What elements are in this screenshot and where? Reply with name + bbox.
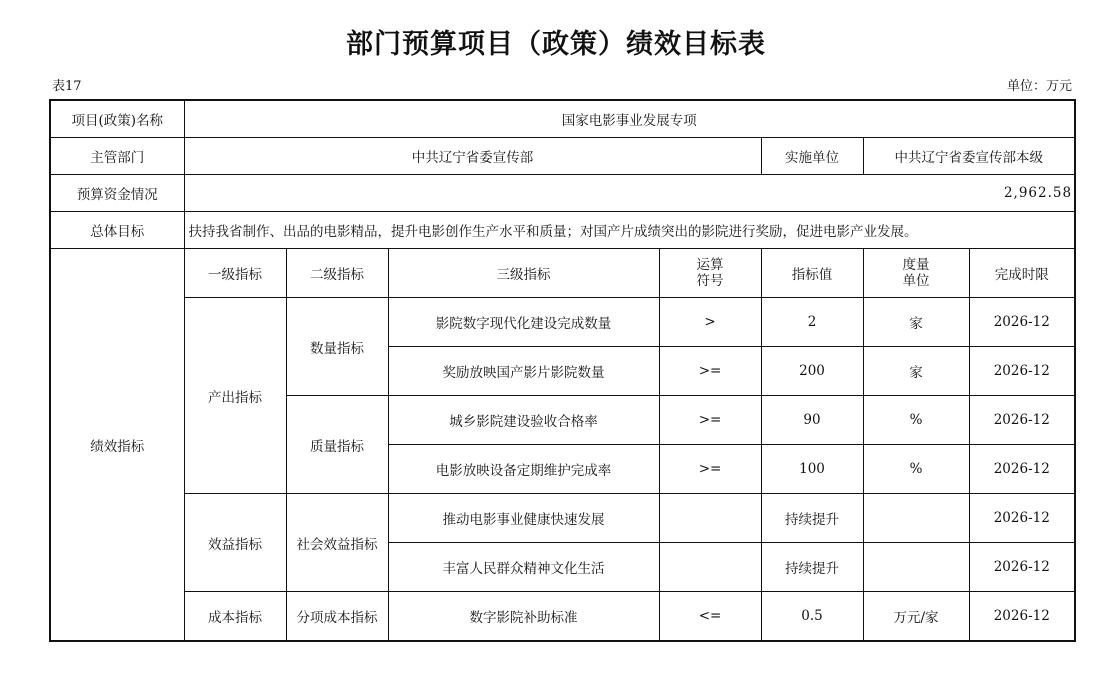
indicator-unit: 家 [863, 298, 969, 347]
header-deadline: 完成时限 [969, 249, 1075, 298]
project-name-value: 国家电影事业发展专项 [184, 100, 1075, 138]
header-level1: 一级指标 [184, 249, 286, 298]
indicator-unit: % [863, 396, 969, 445]
level1-cost: 成本指标 [184, 592, 286, 642]
indicator-unit: % [863, 445, 969, 494]
indicator-name: 数字影院补助标准 [388, 592, 659, 642]
indicator-deadline: 2026-12 [969, 592, 1075, 642]
table-number: 表17 [52, 79, 82, 94]
level2-quality: 质量指标 [286, 396, 388, 494]
indicator-operator: >= [659, 396, 761, 445]
indicator-value: 200 [761, 347, 863, 396]
header-operator [659, 249, 761, 298]
header-unit-line1: 度量 [902, 257, 930, 273]
indicator-name: 城乡影院建设验收合格率 [388, 396, 659, 445]
table-row [50, 592, 1075, 642]
project-name-label: 项目(政策)名称 [50, 100, 184, 138]
impl-unit-value: 中共辽宁省委宣传部本级 [863, 138, 1075, 175]
indicator-value: 2 [761, 298, 863, 347]
goal-label: 总体目标 [50, 212, 184, 249]
indicator-unit [863, 543, 969, 592]
level1-benefit: 效益指标 [184, 494, 286, 592]
indicator-operator: >= [659, 347, 761, 396]
project-row [50, 100, 1075, 138]
indicator-name: 影院数字现代化建设完成数量 [388, 298, 659, 347]
indicator-deadline: 2026-12 [969, 396, 1075, 445]
header-level2: 二级指标 [286, 249, 388, 298]
indicator-value: 0.5 [761, 592, 863, 642]
indicator-value: 90 [761, 396, 863, 445]
budget-label: 预算资金情况 [50, 175, 184, 212]
indicator-operator: <= [659, 592, 761, 642]
budget-row [50, 175, 1075, 212]
dept-value: 中共辽宁省委宣传部 [184, 138, 761, 175]
header-operator-line2: 符号 [696, 273, 724, 289]
indicator-deadline: 2026-12 [969, 445, 1075, 494]
indicator-deadline: 2026-12 [969, 347, 1075, 396]
indicator-unit: 万元/家 [863, 592, 969, 642]
impl-unit-label: 实施单位 [761, 138, 863, 175]
table-row [50, 494, 1075, 543]
header-operator-line1: 运算 [696, 257, 724, 273]
indicator-name: 推动电影事业健康快速发展 [388, 494, 659, 543]
goal-value: 扶持我省制作、出品的电影精品，提升电影创作生产水平和质量；对国产片成绩突出的影院进行奖励，促进电影产业发展。 [184, 212, 1075, 249]
perf-label: 绩效指标 [50, 249, 184, 642]
indicator-deadline: 2026-12 [969, 543, 1075, 592]
dept-label: 主管部门 [50, 138, 184, 175]
header-level3: 三级指标 [388, 249, 659, 298]
performance-table [49, 99, 1076, 642]
indicator-name: 丰富人民群众精神文化生活 [388, 543, 659, 592]
indicator-deadline: 2026-12 [969, 298, 1075, 347]
level1-output: 产出指标 [184, 298, 286, 494]
perf-header-row [50, 249, 1075, 298]
indicator-operator: > [659, 298, 761, 347]
header-unit-line2: 单位 [902, 273, 930, 289]
indicator-value: 持续提升 [761, 543, 863, 592]
header-unit [863, 249, 969, 298]
page-title: 部门预算项目（政策）绩效目标表 [346, 29, 766, 60]
indicator-name: 电影放映设备定期维护完成率 [388, 445, 659, 494]
indicator-operator [659, 494, 761, 543]
level2-quantity: 数量指标 [286, 298, 388, 396]
goal-row [50, 212, 1075, 249]
indicator-operator [659, 543, 761, 592]
indicator-value: 100 [761, 445, 863, 494]
indicator-value: 持续提升 [761, 494, 863, 543]
indicator-unit: 家 [863, 347, 969, 396]
unit-label: 单位：万元 [1006, 79, 1072, 94]
indicator-unit [863, 494, 969, 543]
budget-value: 2,962.58 [184, 175, 1075, 212]
table-row [50, 298, 1075, 347]
indicator-deadline: 2026-12 [969, 494, 1075, 543]
header-value: 指标值 [761, 249, 863, 298]
indicator-operator: >= [659, 445, 761, 494]
level2-cost-item: 分项成本指标 [286, 592, 388, 642]
level2-social: 社会效益指标 [286, 494, 388, 592]
indicator-name: 奖励放映国产影片影院数量 [388, 347, 659, 396]
dept-row [50, 138, 1075, 175]
